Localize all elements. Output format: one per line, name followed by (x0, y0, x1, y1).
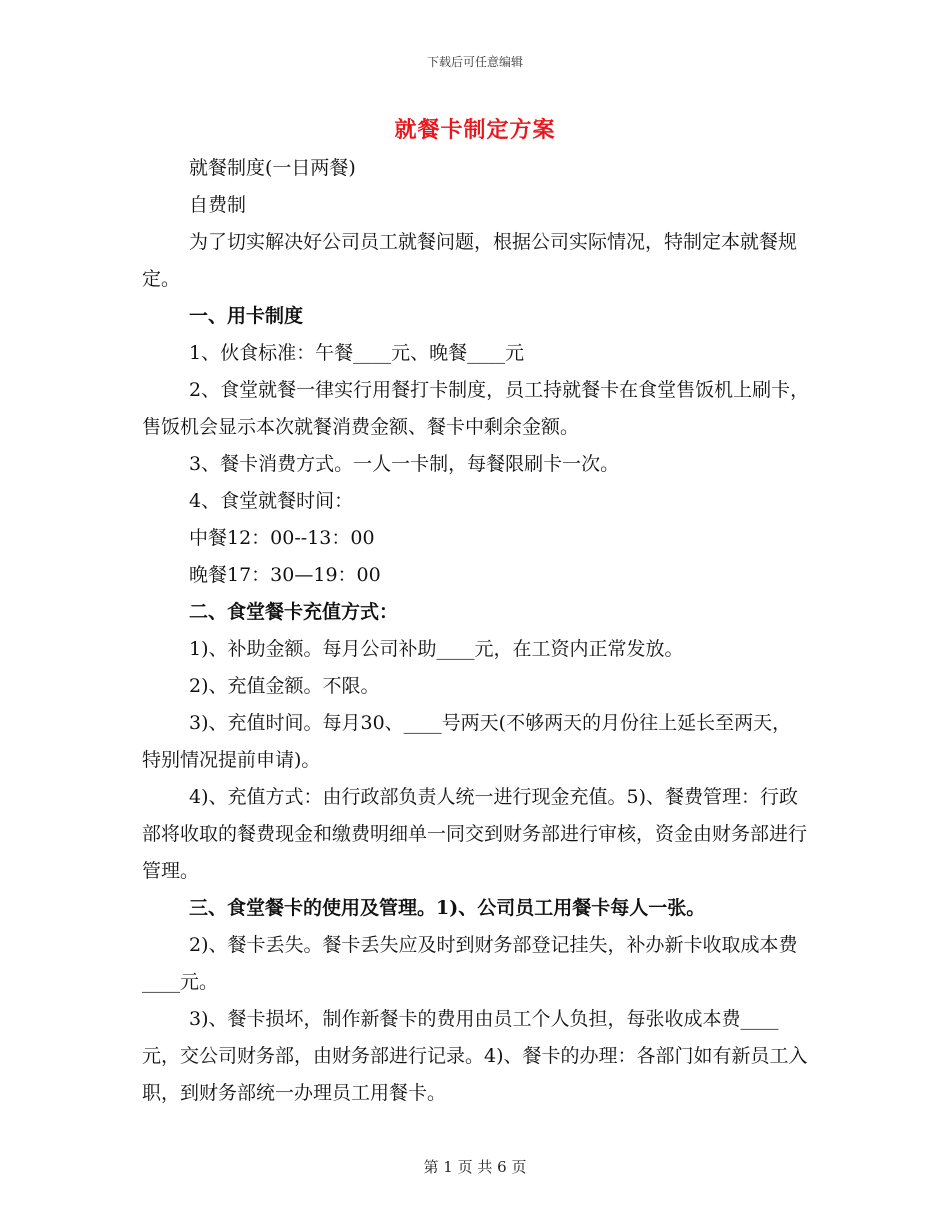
paragraph: 4、食堂就餐时间： (189, 490, 354, 512)
paragraph: 3)、餐卡损坏，制作新餐卡的费用由员工个人负担，每张收成本费____元，交公司财务部，由财务部进行记录。4)、餐卡的办理：各部门如有新员工入职，到财务部统一办理员工用餐卡。 (142, 1008, 808, 1104)
section-heading: 三、食堂餐卡的使用及管理。1)、公司员工用餐卡每人一张。 (189, 897, 706, 919)
paragraph: 1)、补助金额。每月公司补助____元，在工资内正常发放。 (189, 638, 684, 660)
page-header: 下载后可任意编辑 (426, 55, 523, 69)
section-heading: 二、食堂餐卡充值方式： (189, 601, 399, 623)
paragraph: 1、伙食标准：午餐____元、晚餐____元 (189, 342, 525, 364)
paragraph: 为了切实解决好公司员工就餐问题，根据公司实际情况，特制定本就餐规定。 (142, 231, 798, 290)
paragraph: 4)、充值方式：由行政部负责人统一进行现金充值。5)、餐费管理：行政部将收取的餐费现金和缴费明细单一同交到财务部进行审核，资金由财务部进行管理。 (142, 786, 808, 882)
paragraph: 自费制 (189, 194, 247, 216)
paragraph: 2、食堂就餐一律实行用餐打卡制度，员工持就餐卡在食堂售饭机上刷卡，售饭机会显示本次就餐消费金额、餐卡中剩余金额。 (142, 379, 810, 438)
paragraph: 晚餐17：30—19：00 (189, 564, 381, 586)
document-title: 就餐卡制定方案 (394, 117, 556, 143)
paragraph: 中餐12：00--13：00 (189, 527, 375, 549)
paragraph: 2)、充值金额。不限。 (189, 675, 380, 697)
paragraph: 2)、餐卡丢失。餐卡丢失应及时到财务部登记挂失，补办新卡收取成本费____元。 (142, 934, 798, 993)
paragraph: 3)、充值时间。每月30、____号两天(不够两天的月份往上延长至两天，特别情况提前申请)。 (142, 712, 792, 771)
section-heading: 一、用卡制度 (189, 305, 304, 327)
page-footer: 第 1 页 共 6 页 (423, 1158, 527, 1176)
document-body (142, 150, 810, 1112)
paragraph: 3、餐卡消费方式。一人一卡制，每餐限刷卡一次。 (189, 453, 620, 475)
paragraph: 就餐制度(一日两餐) (189, 157, 356, 179)
